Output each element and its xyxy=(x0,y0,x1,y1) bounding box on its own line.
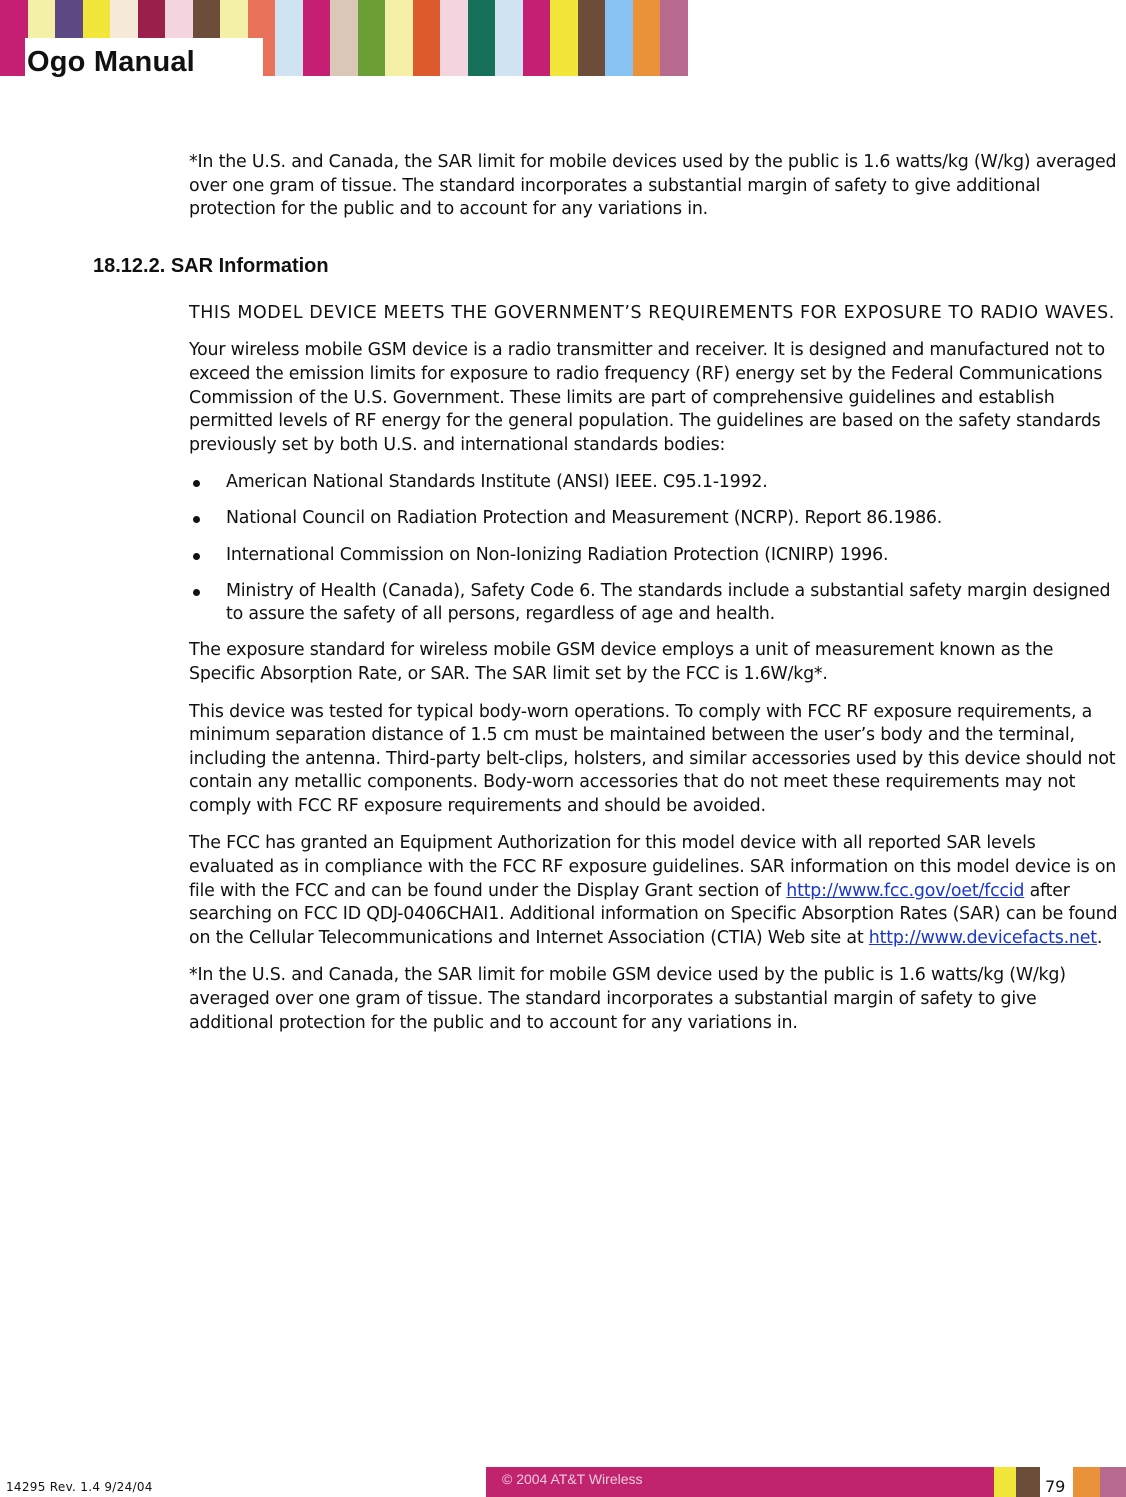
doc-revision: 14295 Rev. 1.4 9/24/04 xyxy=(6,1480,153,1494)
banner-stripe xyxy=(605,0,633,76)
list-item-text: American National Standards Institute (ANSI) IEEE. C95.1-1992. xyxy=(226,472,768,493)
paragraph-body-worn: This device was tested for typical body-worn operations. To comply with FCC RF exposure requirements, a minimum separation distance of 1.5 cm must be maintained between the user’s body and the terminal, including the antenna. Third-party belt-clips, holsters, and similar accessories used by this device should not contain any metallic components. Body-worn accessories that do not meet these requirements may not comply with FCC RF exposure requirements and should be avoided. xyxy=(189,701,1116,816)
banner-stripe xyxy=(275,0,303,76)
paragraph-fcc-authorization xyxy=(189,832,1122,950)
banner-stripe xyxy=(303,0,331,76)
devicefacts-link[interactable]: http://www.devicefacts.net xyxy=(868,927,1097,948)
banner-stripe xyxy=(0,0,28,76)
copyright-text: © 2004 AT&T Wireless xyxy=(502,1471,643,1487)
list-item xyxy=(189,544,1122,568)
page-number: 79 xyxy=(1045,1477,1066,1496)
list-item-text: National Council on Radiation Protection and Measurement (NCRP). Report 86.1986. xyxy=(226,508,943,529)
compliance-statement: THIS MODEL DEVICE MEETS THE GOVERNMENT’S REQUIREMENTS FOR EXPOSURE TO RADIO WAVES. xyxy=(189,302,1115,323)
list-item xyxy=(189,507,1122,531)
banner-stripe xyxy=(578,0,606,76)
bullet-icon xyxy=(193,553,200,560)
standards-bodies-list xyxy=(189,471,1122,626)
fcc-text-3: . xyxy=(1096,927,1103,948)
bullet-icon xyxy=(193,480,200,487)
banner-stripe xyxy=(358,0,386,76)
fcc-id-link[interactable]: http://www.fcc.gov/oet/fccid xyxy=(786,880,1025,901)
banner-stripe xyxy=(633,0,661,76)
footer-block-mauve xyxy=(1100,1467,1126,1497)
banner-stripe xyxy=(523,0,551,76)
banner-stripe xyxy=(440,0,468,76)
fcc-text-2: after searching on FCC ID QDJ-0406CHAI1. Additional information on Specific Absorption Rates (SAR) can be found on the Cellular Telecommunications and Internet Association (CTIA) Web site at xyxy=(189,880,1118,948)
footer-block-brown xyxy=(1016,1467,1040,1497)
banner-stripe xyxy=(468,0,496,76)
banner-stripe xyxy=(330,0,358,76)
bullet-icon xyxy=(193,516,200,523)
banner-stripe xyxy=(385,0,413,76)
paragraph-rf-limits: Your wireless mobile GSM device is a radio transmitter and receiver. It is designed and manufactured not to exceed the emission limits for exposure to radio frequency (RF) energy set by the Federal Communications Commission of the U.S. Government. These limits are part of comprehensive guidelines and establish permitted levels of RF energy for the general population. The guidelines are based on the safety standards previously set by both U.S. and international standards bodies: xyxy=(189,340,1105,455)
banner-stripe xyxy=(550,0,578,76)
footer-block-yellow xyxy=(994,1467,1016,1497)
copyright-bar xyxy=(486,1467,994,1497)
section-heading: 18.12.2. SAR Information xyxy=(93,255,329,277)
intro-note: *In the U.S. and Canada, the SAR limit for mobile devices used by the public is 1.6 watts/kg (W/kg) averaged over one gram of tissue. The standard incorporates a substantial margin of safety to give additional protection for the public and to account for any variations in. xyxy=(189,152,1117,220)
page-body xyxy=(189,151,1122,1049)
banner-stripe xyxy=(413,0,441,76)
footer-block-orange xyxy=(1073,1467,1100,1497)
fcc-text-1: The FCC has granted an Equipment Authorization for this model device with all reported SAR levels evaluated as in compliance with the FCC RF exposure guidelines. SAR information on this model device is on file with the FCC and can be found under the Display Grant section of xyxy=(189,833,1117,901)
banner-stripe xyxy=(495,0,523,76)
list-item xyxy=(189,471,1122,495)
bullet-icon xyxy=(193,589,200,596)
banner-stripe xyxy=(660,0,688,76)
paragraph-sar-definition: The exposure standard for wireless mobile GSM device employs a unit of measurement known as the Specific Absorption Rate, or SAR. The SAR limit set by the FCC is 1.6W/kg*. xyxy=(189,640,1054,684)
manual-title: Ogo Manual xyxy=(27,46,195,78)
closing-note: *In the U.S. and Canada, the SAR limit for mobile GSM device used by the public is 1.6 watts/kg (W/kg) averaged over one gram of tissue. The standard incorporates a substantial margin of safety to give additional protection for the public and to account for any variations in. xyxy=(189,965,1066,1033)
list-item-text: Ministry of Health (Canada), Safety Code 6. The standards include a substantial safety margin designed to assure the safety of all persons, regardless of age and health. xyxy=(226,580,1111,625)
list-item xyxy=(189,580,1122,627)
list-item-text: International Commission on Non-Ionizing Radiation Protection (ICNIRP) 1996. xyxy=(226,544,889,565)
